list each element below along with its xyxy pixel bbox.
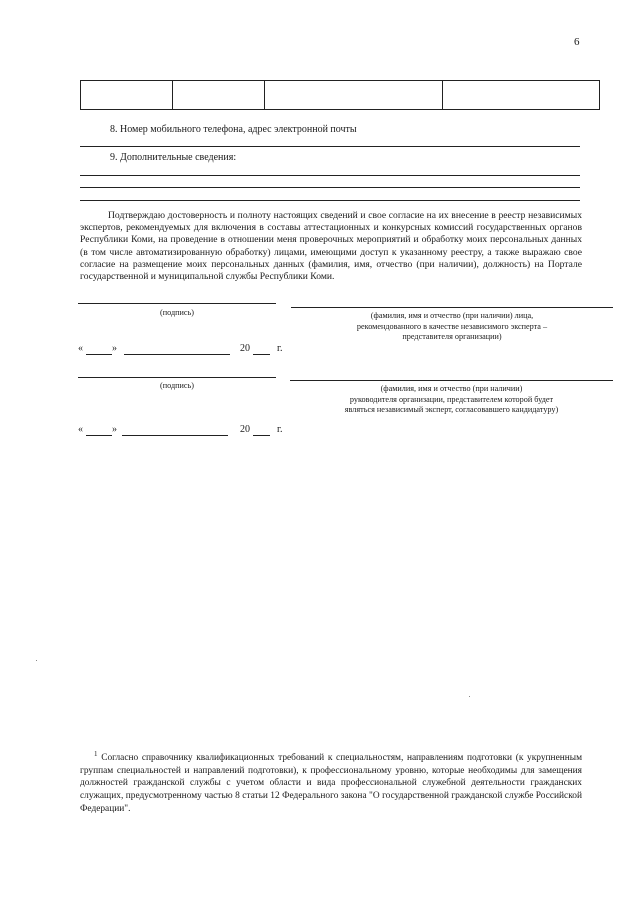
day-line-2 — [86, 435, 112, 436]
caption-line: представителя организации) — [402, 332, 502, 341]
name-caption-1 — [291, 311, 613, 343]
footnote-text: Согласно справочнику квалификационных требований к специальностям, направлениям подготовки (к укрупненным группам специальностей и направлений подготовки), к профессиональному уровню, которые необходимы для замещения должностей гражданской службы с учетом области и вида профессиональной служебной деятельности гражданских служащих, предусмотренному частью 8 статьи 12 Федерального закона "О государственной гражданской службе Российской Федерации". — [80, 753, 583, 814]
additional-info-line-1 — [80, 175, 580, 176]
caption-line: являться независимый эксперт, согласовавшего кандидатуру) — [344, 405, 559, 414]
year-line-2 — [253, 435, 270, 436]
footnote-marker: 1 — [94, 750, 98, 758]
footnote — [80, 748, 582, 815]
scan-speck — [469, 696, 470, 697]
signature-line-2 — [78, 377, 276, 378]
date-close-quote-2: » — [112, 424, 117, 435]
additional-info-line-3 — [80, 200, 580, 201]
year-suffix-1: г. — [277, 343, 283, 354]
page-number: 6 — [574, 36, 580, 48]
year-line-1 — [253, 354, 270, 355]
year-suffix-2: г. — [277, 424, 283, 435]
additional-info-label: 9. Дополнительные сведения: — [110, 152, 237, 163]
mobile-email-label: 8. Номер мобильного телефона, адрес электронной почты — [110, 124, 357, 135]
consent-paragraph: Подтверждаю достоверность и полноту настоящих сведений и свое согласие на их внесение в реестр независимых экспертов, рекомендуемых для включения в составы аттестационных и конкурсных комиссий государственных органов Республики Коми, на проведение в отношении меня проверочных мероприятий и обработку моих персональных данных (в том числе автоматизированную обработку) лицами, имеющими доступ к указанному реестру, а также выражаю свое согласие на размещение моих персональных данных (фамилия, имя, отчество (при наличии), должность) на Портале государственной и муниципальной службы Республики Коми. — [80, 210, 582, 283]
caption-line: (фамилия, имя и отчество (при наличии) — [380, 384, 523, 393]
date-close-quote-1: » — [112, 343, 117, 354]
table-cell — [81, 81, 173, 109]
table-cell — [443, 81, 599, 109]
year-prefix-2: 20 — [240, 424, 250, 435]
mobile-email-line — [80, 146, 580, 147]
name-caption-2 — [290, 384, 613, 416]
name-line-2 — [290, 380, 613, 381]
table-cell — [265, 81, 443, 109]
scan-speck — [36, 660, 37, 661]
table-cell — [173, 81, 265, 109]
signature-line-1 — [78, 303, 276, 304]
caption-line: (фамилия, имя и отчество (при наличии) лица, — [370, 311, 534, 320]
month-line-1 — [124, 354, 230, 355]
signature-caption-2: (подпись) — [160, 381, 194, 390]
caption-line: руководителя организации, представителем которой будет — [349, 394, 554, 404]
additional-info-line-2 — [80, 187, 580, 188]
data-table-row — [80, 80, 600, 110]
caption-line: рекомендованного в качестве независимого эксперта – — [356, 321, 548, 331]
signature-caption-1: (подпись) — [160, 308, 194, 317]
name-line-1 — [291, 307, 613, 308]
day-line-1 — [86, 354, 112, 355]
year-prefix-1: 20 — [240, 343, 250, 354]
month-line-2 — [122, 435, 228, 436]
date-open-quote-2: « — [78, 424, 83, 435]
date-open-quote-1: « — [78, 343, 83, 354]
